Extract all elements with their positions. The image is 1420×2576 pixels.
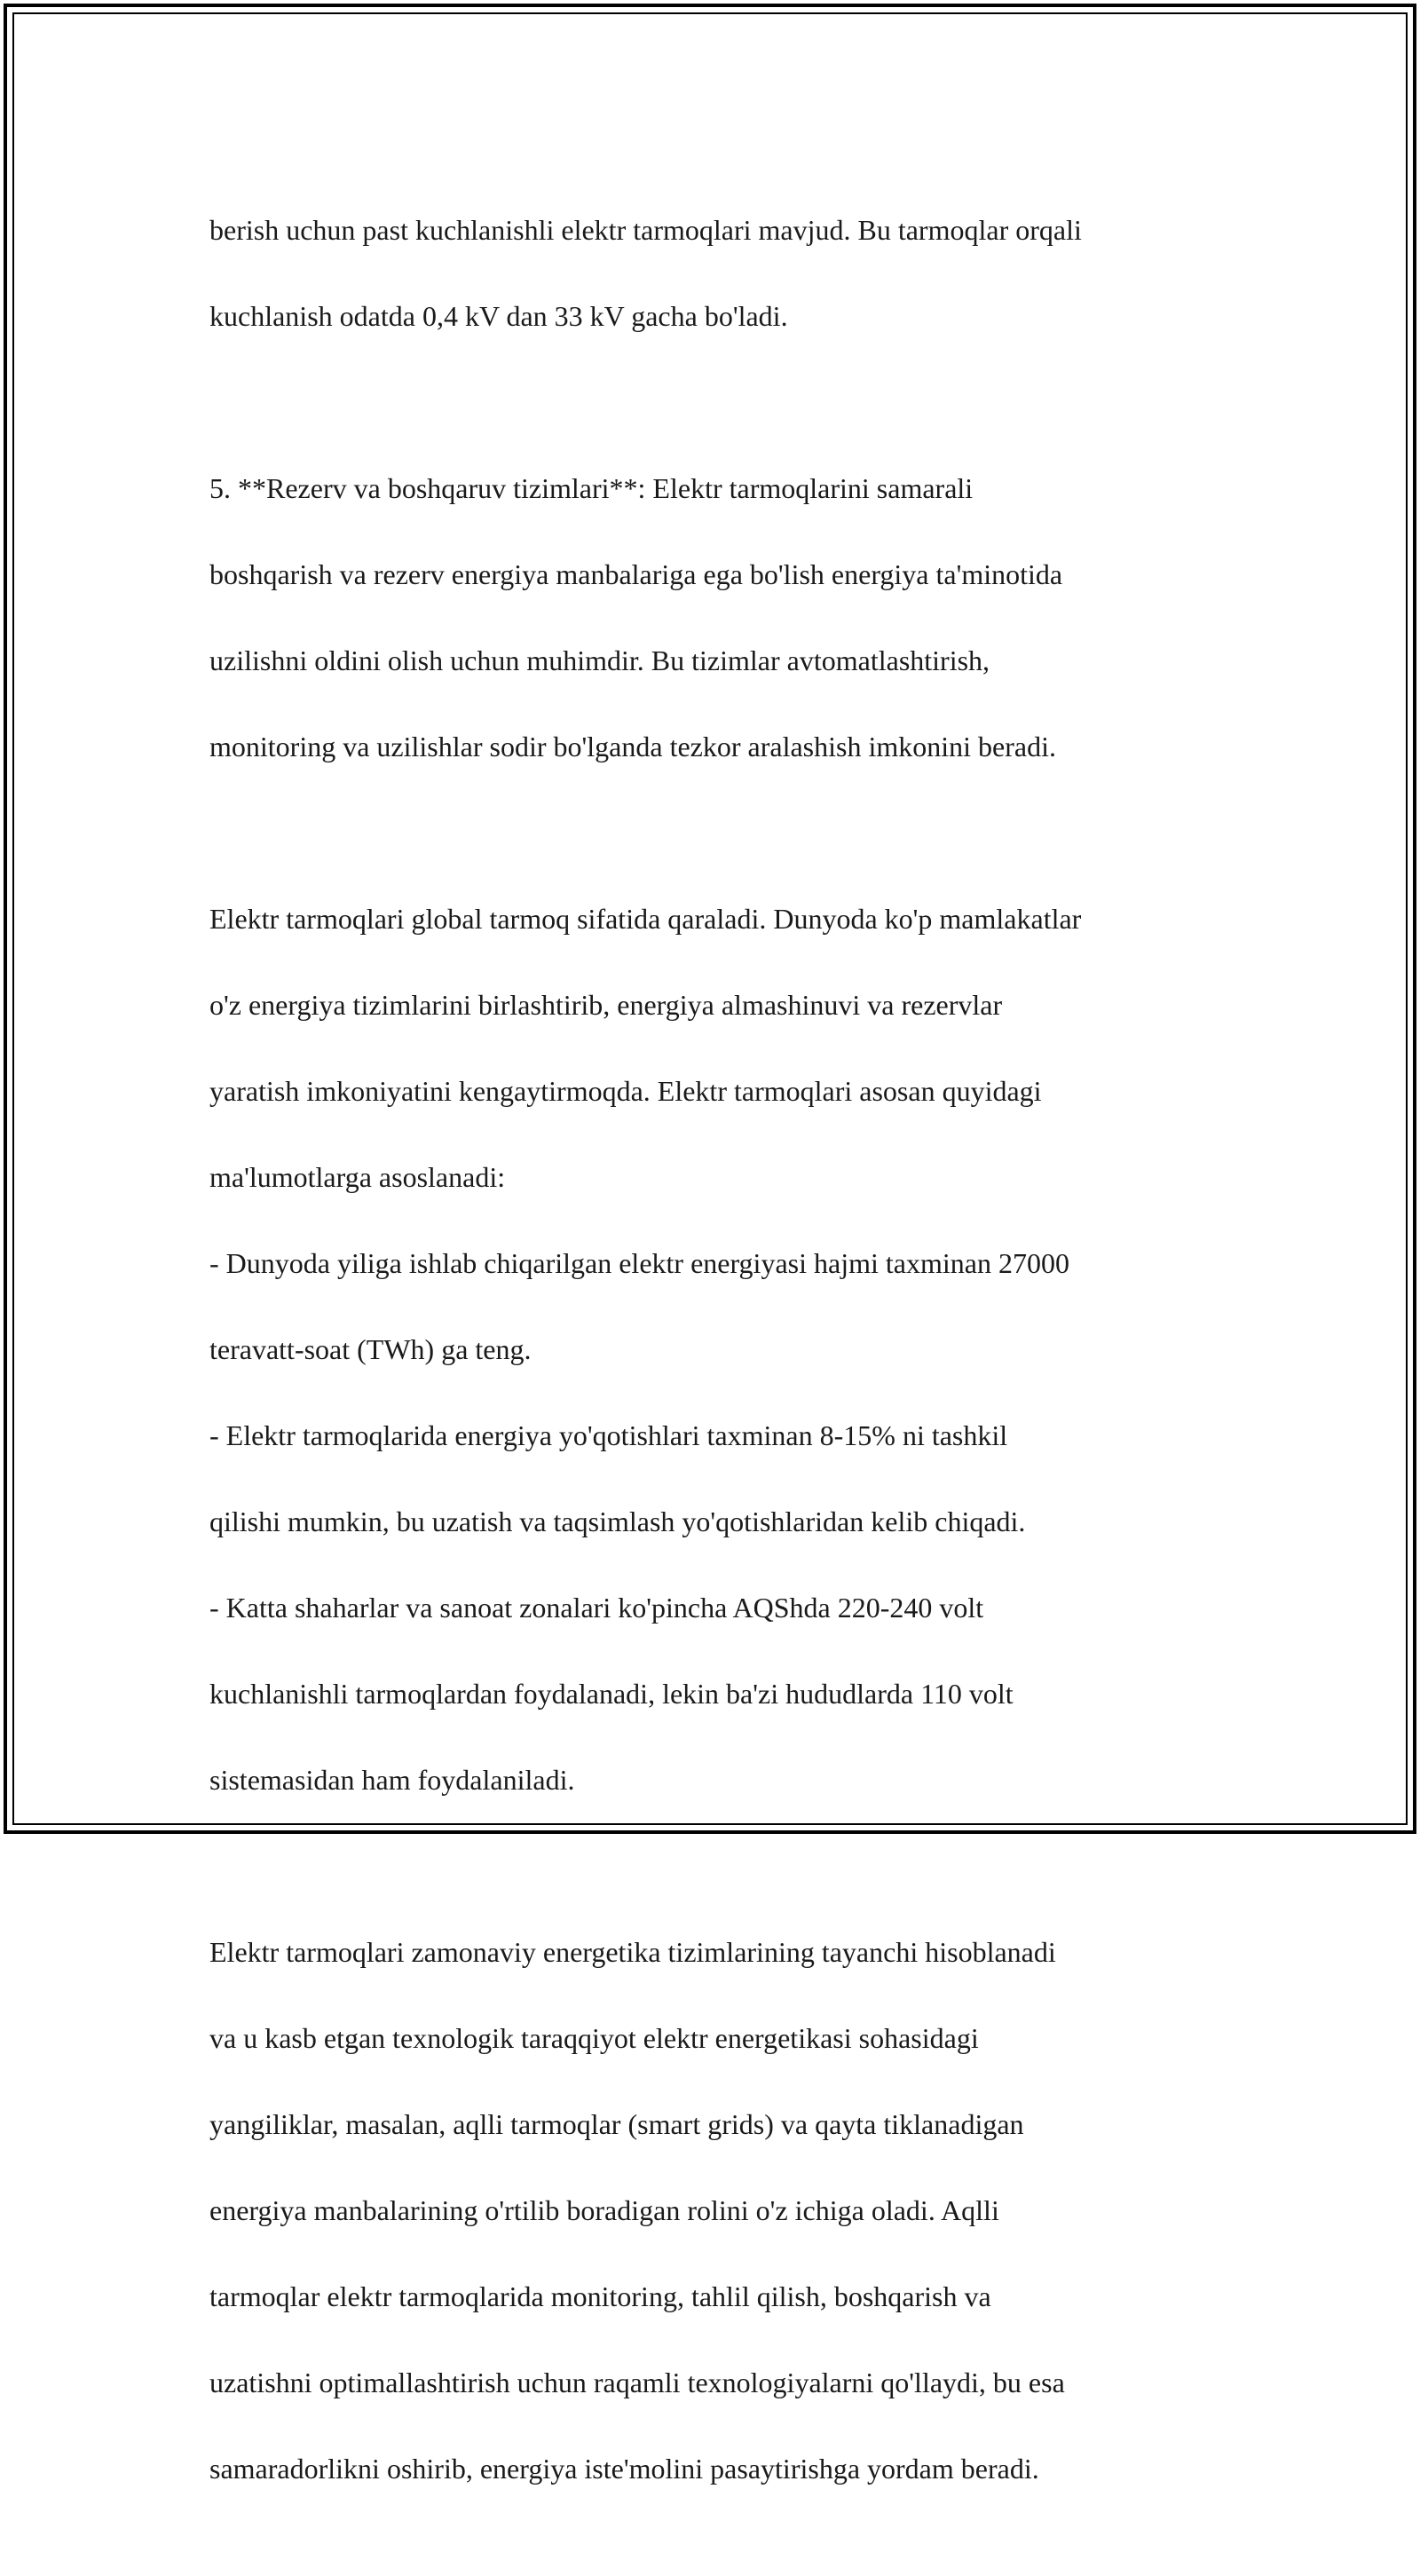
text-line: sistemasidan ham foydalaniladi. bbox=[209, 1763, 575, 1796]
text-line: tarmoqlar elektr tarmoqlarida monitoring, tahlil qilish, boshqarish va bbox=[209, 2280, 991, 2312]
text-line: energiya manbalarining o'rtilib boradigan rolini o'z ichiga oladi. Aqlli bbox=[209, 2193, 999, 2226]
text-line: ma'lumotlarga asoslanadi: bbox=[209, 1160, 506, 1193]
document-body bbox=[209, 165, 1221, 2576]
text-line: Elektr tarmoqlari zamonaviy energetika tizimlarining tayanchi hisoblanadi bbox=[209, 1935, 1056, 1968]
paragraph-low-voltage bbox=[209, 165, 1221, 381]
text-line: o'z energiya tizimlarini birlashtirib, energiya almashinuvi va rezervlar bbox=[209, 988, 1003, 1021]
text-line: teravatt-soat (TWh) ga teng. bbox=[209, 1332, 532, 1365]
text-line: yangiliklar, masalan, aqlli tarmoqlar (smart grids) va qayta tiklanadigan bbox=[209, 2107, 1024, 2140]
text-line: uzatishni optimallashtirish uchun raqamli texnologiyalarni qo'llaydi, bu esa bbox=[209, 2366, 1065, 2398]
text-line: uzilishni oldini olish uchun muhimdir. Bu tizimlar avtomatlashtirish, bbox=[209, 644, 990, 676]
text-line: va u kasb etgan texnologik taraqqiyot elektr energetikasi sohasidagi bbox=[209, 2021, 979, 2054]
paragraph-reserve-systems bbox=[209, 423, 1221, 811]
text-line: 5. **Rezerv va boshqaruv tizimlari**: Elektr tarmoqlarini samarali bbox=[209, 471, 974, 504]
bullet-line: - Dunyoda yiliga ishlab chiqarilgan elektr energiyasi hajmi taxminan 27000 bbox=[209, 1246, 1069, 1279]
text-line: kuchlanishli tarmoqlardan foydalanadi, lekin ba'zi hududlarda 110 volt bbox=[209, 1677, 1014, 1710]
text-line: monitoring va uzilishlar sodir bo'lganda tezkor aralashish imkonini beradi. bbox=[209, 730, 1056, 763]
text-line: yaratish imkoniyatini kengaytirmoqda. Elektr tarmoqlari asosan quyidagi bbox=[209, 1074, 1042, 1107]
text-line: Elektr tarmoqlari global tarmoq sifatida qaraladi. Dunyoda ko'p mamlakatlar bbox=[209, 902, 1082, 935]
text-line: samaradorlikni oshirib, energiya iste'molini pasaytirishga yordam beradi. bbox=[209, 2452, 1039, 2485]
bullet-line: - Elektr tarmoqlarida energiya yo'qotishlari taxminan 8-15% ni tashkil bbox=[209, 1418, 1008, 1451]
paragraph-smart-grids bbox=[209, 1887, 1221, 2533]
paragraph-global-networks bbox=[209, 854, 1221, 1845]
text-line: berish uchun past kuchlanishli elektr tarmoqlari mavjud. Bu tarmoqlar orqali bbox=[209, 213, 1082, 246]
text-line: qilishi mumkin, bu uzatish va taqsimlash yo'qotishlaridan kelib chiqadi. bbox=[209, 1505, 1026, 1537]
text-line: boshqarish va rezerv energiya manbalariga ega bo'lish energiya ta'minotida bbox=[209, 557, 1063, 590]
bullet-line: - Katta shaharlar va sanoat zonalari ko'pincha AQShda 220-240 volt bbox=[209, 1591, 984, 1624]
text-line: kuchlanish odatda 0,4 kV dan 33 kV gacha bo'ladi. bbox=[209, 299, 788, 332]
